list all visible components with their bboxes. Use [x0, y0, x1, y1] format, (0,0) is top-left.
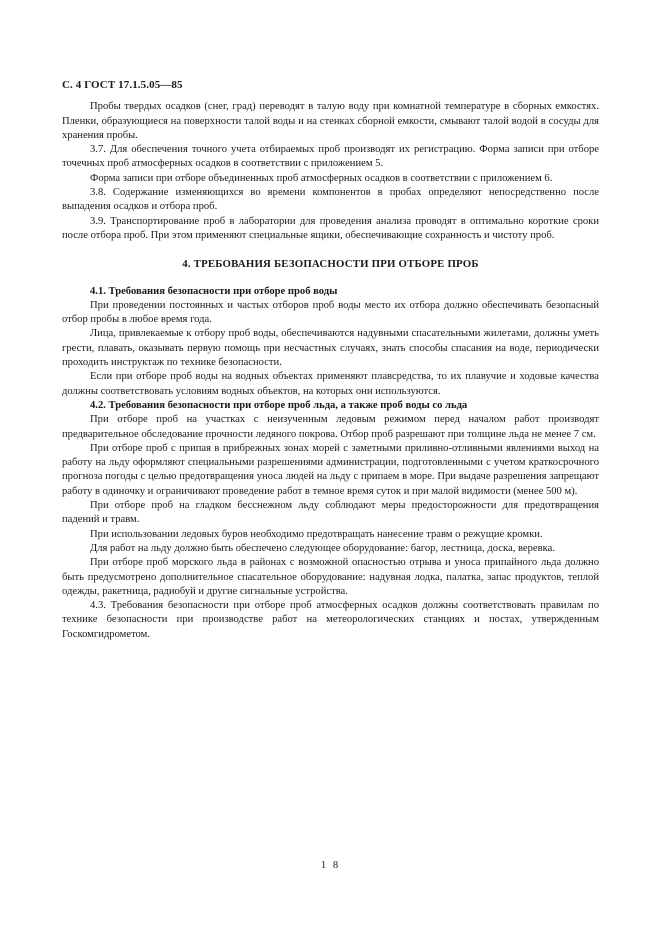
paragraph-4-2-e: Для работ на льду должно быть обеспечено следующее оборудование: багор, лестница, доска, веревка.	[90, 542, 555, 554]
page-number: 1 8	[320, 860, 341, 871]
paragraph-3-7: 3.7. Для обеспечения точного учета отбираемых проб производят их регистрацию. Форма записи при отборе точечных проб атмосферных осадков в соответствии с приложением 5.	[62, 144, 599, 170]
paragraph-3-9: 3.9. Транспортирование проб в лаборатории для проведения анализа проводят в оптимально короткие сроки после отбора проб. При этом применяют специальные ящики, обеспечивающие сохранность и чистоту проб.	[62, 215, 599, 241]
paragraph-4-2-d: При использовании ледовых буров необходимо предотвращать нанесение травм о режущие кромки.	[90, 528, 543, 540]
paragraph-4-1-a: При проведении постоянных и частых отборов проб воды место их отбора должно обеспечивать безопасный отбор пробы в любое время года.	[62, 299, 599, 326]
paragraph-4-2-b: При отборе проб с припая в прибрежных зонах морей с заметными приливно-отливными явлениями выход на работу на льду оформляют специальными разрешениями администрации, подготовленными с учетом краткосрочного прогноза погоды с целью предотвращения уноса людей на льду с припаем в море. При выдаче разрешения запрещают работу в одиночку и ограничивают проведение работ в темное время суток и при малой видимости (менее 500 м).	[62, 442, 599, 497]
paragraph-4-1-c: Если при отборе проб воды на водных объектах применяют плавсредства, то их плавучие и ходовые качества должны соответствовать условиям водных объектов, на которых они используются.	[62, 371, 599, 397]
paragraph-4-2-a: При отборе проб на участках с неизученным ледовым режимом перед началом работ производят предварительное обследование прочности ледяного покрова. Отбор проб разрешают при толщине льда не менее 7 см.	[62, 414, 599, 440]
document-page	[62, 78, 599, 642]
paragraph-4-2-f: При отборе проб морского льда в районах с возможной опасностью отрыва и уноса припайного льда должно быть предусмотрено дополнительное спасательное оборудование: надувная лодка, палатка, запас продуктов, теплой одежды, ракетница, радиобуй и другие сигнальные устройства.	[62, 557, 599, 597]
paragraph-4-1-b: Лица, привлекаемые к отбору проб воды, обеспечиваются надувными спасательными жилетами, должны уметь грести, плавать, оказывать первую помощь при несчастных случаях, знать способы спасания на воде, периодически проходить инструктаж по технике безопасности.	[62, 328, 599, 369]
page-header: С. 4 ГОСТ 17.1.5.05—85	[62, 79, 183, 91]
paragraph-3-8: 3.8. Содержание изменяющихся во времени компонентов в пробах определяют непосредственно после выпадения осадков и отбора проб.	[62, 187, 599, 213]
subsection-4-1-title: 4.1. Требования безопасности при отборе проб воды	[90, 285, 338, 297]
paragraph-combined-samples-form: Форма записи при отборе объединенных проб атмосферных осадков в соответствии с приложением 6.	[90, 172, 553, 184]
paragraph-4-2-c: При отборе проб на гладком бесснежном льду соблюдают меры предосторожности для предотвращения падений и травм.	[62, 500, 599, 526]
subsection-4-2-title: 4.2. Требования безопасности при отборе проб льда, а также проб воды со льда	[90, 399, 468, 411]
paragraph-solid-precipitation: Пробы твердых осадков (снег, град) переводят в талую воду при комнатной температуре в сборных емкостях. Пленки, образующиеся на поверхности талой воды и на стенках сборной емкости, смывают талой водой в сосуды для хранения пробы.	[62, 101, 599, 141]
section-title: 4. ТРЕБОВАНИЯ БЕЗОПАСНОСТИ ПРИ ОТБОРЕ ПРОБ	[182, 258, 479, 271]
paragraph-4-3: 4.3. Требования безопасности при отборе проб атмосферных осадков должны соответствовать правилам по технике безопасности при производстве работ на метеорологических станциях и постах, утвержденным Госкомгидрометом.	[62, 600, 599, 640]
